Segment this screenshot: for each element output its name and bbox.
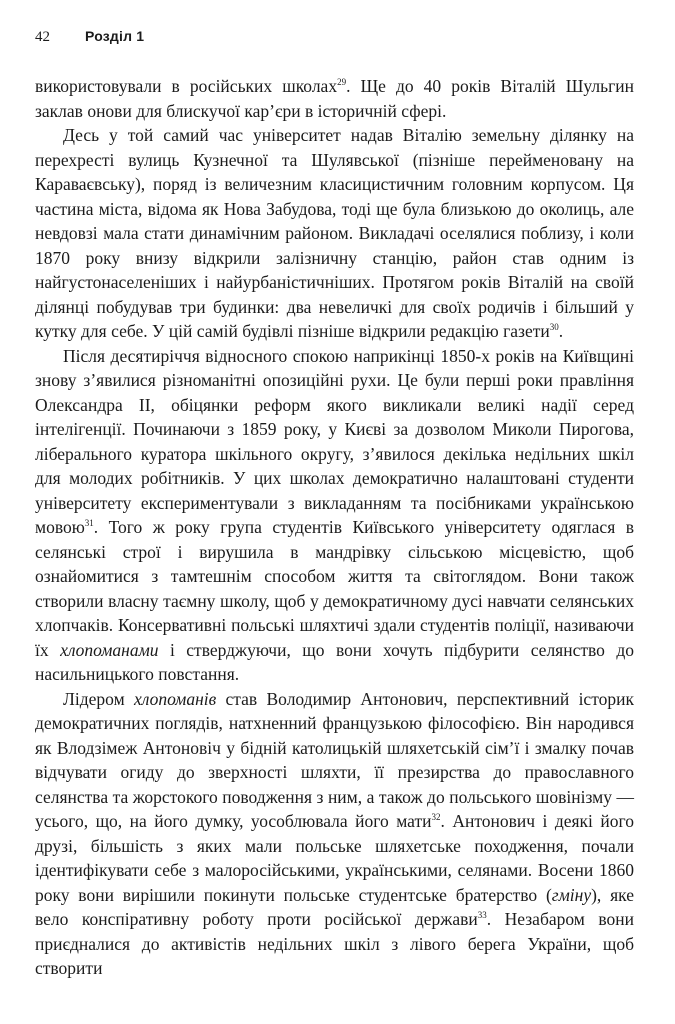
- footnote-marker: 30: [549, 322, 559, 333]
- footnote-marker: 32: [431, 812, 441, 823]
- italic-text: хлопоманів: [133, 688, 217, 709]
- italic-text: хлопоманами: [60, 639, 159, 660]
- text-segment: Лідером: [63, 688, 134, 709]
- chapter-title: Розділ 1: [85, 28, 145, 44]
- page-number: 42: [35, 29, 50, 45]
- footnote-marker: 31: [84, 518, 94, 529]
- text-segment: і стверджуючи, що вони хочуть підбурити селянство до насильницького повстання.: [35, 639, 634, 684]
- paragraph: [35, 344, 634, 687]
- text-segment: Десь у той самий час університет надав Віталію земельну ділянку на перехресті вулиць Кузнечної та Шулявської (пізніше перейменовану на Караваєвську), поряд із величезним класицистичним головним корпусом. Ця частина міста, відома як Нова Забудова, тоді ще була близькою до околиць, але невдовзі мала стати динамічним районом. Викладачі оселялися поблизу, і коли 1870 року внизу відкрили залізничну станцію, район став одним із найгустонаселеніших і найурбаністичніших. Протягом років Віталій на своїй ділянці побудував три будинки: два невеличкі для своїх родичів і більший у кутку для себе. У цій самій будівлі пізніше відкрили редакцію газети: [35, 125, 634, 341]
- paragraph: [35, 74, 634, 123]
- text-segment: . Незабаром вони приєдналися до активістів недільних шкіл з лівого берега України, щоб створити: [35, 909, 635, 978]
- body-text: [35, 74, 634, 981]
- text-segment: .: [558, 321, 564, 341]
- text-segment: ), яке вело конспіративну роботу проти російської держави: [35, 884, 634, 929]
- text-segment: . Ще до 40 років Віталій Шульгин заклав онови для блискучої кар’єри в історичній сфері.: [35, 76, 634, 121]
- text-segment: . Того ж року група студентів Київського університету одяглася в селянські строї і вирушила в мандрівку сільською місцевістю, щоб ознайомитися з тамтешнім способом життя та світоглядом. Вони також створили власну таємну школу, щоб у демократичному дусі навчати селянських хлопчаків. Консервативні польські шляхтичі здали студентів поліції, називаючи їх: [35, 517, 634, 660]
- text-segment: . Антонович і деякі його друзі, більшість з яких мали польське шляхетське походження, почали ідентифікувати себе з малоросійськими, українськими, селянами. Восени 1860 року вони вирішили покинути польське студентське братерство (: [35, 811, 634, 905]
- paragraph: [35, 687, 634, 981]
- footnote-marker: 29: [337, 77, 347, 88]
- text-segment: став Володимир Антонович, перспективний історик демократичних поглядів, натхненний французькою філософією. Він народився як Влодзімеж Антоновіч у бідній католицькій шляхетській сім’ї і змалку почав відчувати огиду до зверхності шляхти, її презирства до православного селянства та жорстокого поводження з ним, а також до польського шовінізму — усього, що, на його думку, уособлювала його мати: [35, 688, 634, 831]
- paragraph: [35, 123, 634, 344]
- running-head: [35, 28, 144, 46]
- text-segment: Після десятиріччя відносного спокою наприкінці 1850-х років на Київщині знову з’явилися різноманітні опозиційні рухи. Це були перші роки правління Олександра II, обіцянки реформ якого викликали великі надії серед інтелігенції. Починаючи з 1859 року, у Києві за дозволом Миколи Пирогова, ліберального куратора шкільного округу, з’явилося декілька недільних шкіл для молодих робітників. У цих школах демократично налаштовані студенти університету експериментували з викладанням та посібниками українською мовою: [35, 345, 634, 537]
- footnote-marker: 33: [477, 910, 487, 921]
- italic-text: гміну: [551, 884, 592, 905]
- text-segment: використовували в російських школах: [35, 76, 338, 96]
